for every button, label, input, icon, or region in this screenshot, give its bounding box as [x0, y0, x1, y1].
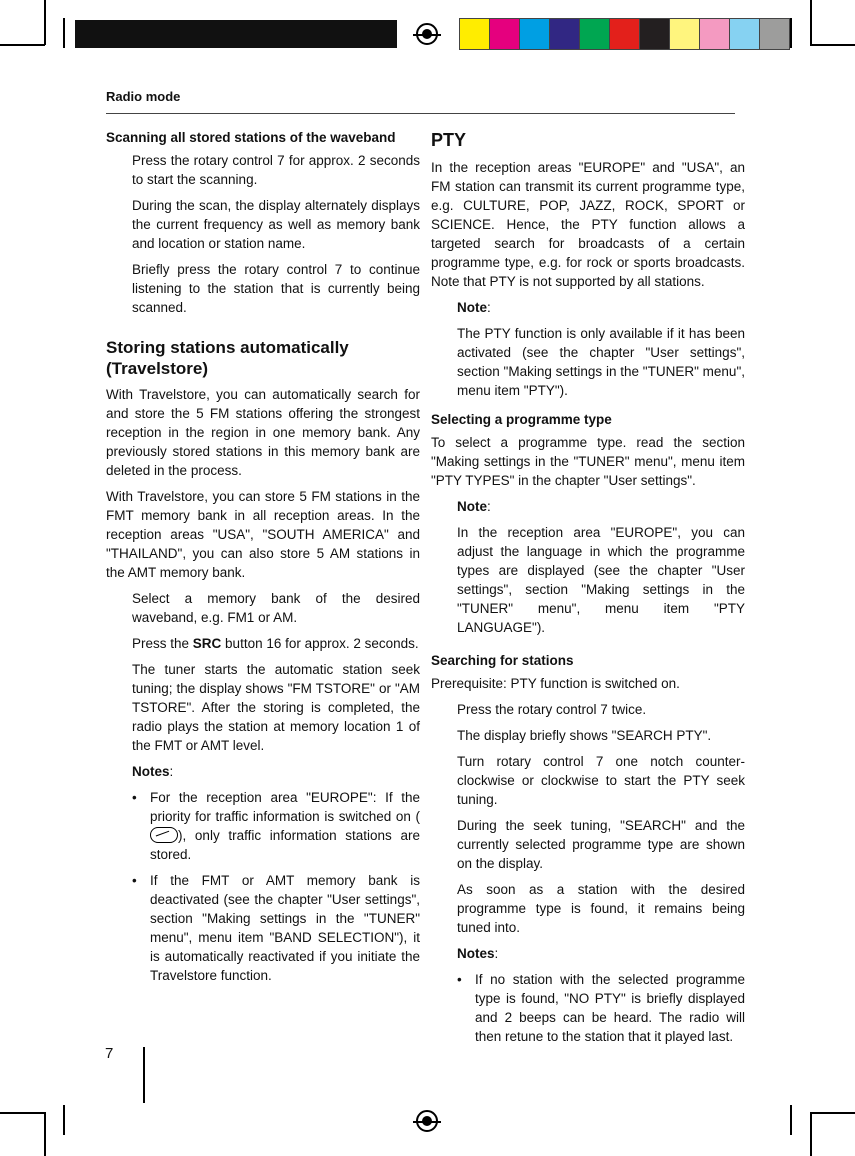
crop-mark: [44, 1112, 46, 1156]
print-bar: [75, 20, 397, 48]
paragraph: As soon as a station with the desired programme type is found, it remains being tuned into.: [457, 882, 745, 935]
color-swatch: [550, 19, 580, 49]
paragraph: In the reception areas "EUROPE" and "USA", an FM station can transmit its current programme type, e.g. CULTURE, POP, JAZZ, ROCK, SPORT or SCIENCE. Hence, the PTY function allows a targeted search for broadcasts of a certain programme type, e.g. for rock or sports broadcasts. Note that PTY is not supported by all stations.: [431, 160, 745, 289]
note-label: Note: [457, 499, 487, 514]
registration-mark-icon: [416, 1110, 438, 1132]
color-swatch: [580, 19, 610, 49]
crop-mark: [0, 44, 45, 46]
crop-mark: [810, 0, 812, 45]
color-swatch: [460, 19, 490, 49]
text: button 16 for approx. 2 seconds.: [221, 636, 419, 651]
crop-mark: [790, 1105, 792, 1135]
paragraph: Press the rotary control 7 for approx. 2 seconds to start the scanning.: [132, 153, 420, 187]
paragraph: The tuner starts the automatic station seek tuning; the display shows "FM TSTORE" or "AM TSTORE". After the storing is completed, the radio plays the station at memory location 1 of the FMT or AMT level.: [132, 662, 420, 753]
right-column: [431, 128, 745, 1053]
notes-heading: Notes:: [457, 946, 499, 961]
crop-mark: [790, 18, 792, 48]
paragraph: Select a memory bank of the desired waveband, e.g. FM1 or AM.: [132, 591, 420, 625]
paragraph: During the scan, the display alternately displays the current frequency as well as memory bank and location or station name.: [132, 198, 420, 251]
text: Press the: [132, 636, 193, 651]
text: If the FMT or AMT memory bank is deactivated (see the chapter "User settings", section "Making settings in the "TUNER" menu", menu item "BAND SELECTION"), it is automatically reactivated if you initiate the Travelstore function.: [150, 873, 420, 983]
crop-mark: [810, 1112, 855, 1114]
color-swatch: [700, 19, 730, 49]
color-swatch: [670, 19, 700, 49]
paragraph: Press the rotary control 7 twice.: [457, 702, 647, 717]
crop-mark: [810, 44, 855, 46]
paragraph: Prerequisite: PTY function is switched on.: [431, 676, 680, 691]
text: ), only traffic information stations are stored.: [150, 828, 420, 862]
paragraph: In the reception area "EUROPE", you can adjust the language in which the programme types are displayed (see the chapter "User settings", section "Making settings in the "TUNER" menu", menu item "PTY LANGUAGE").: [457, 525, 745, 635]
paragraph: With Travelstore, you can automatically search for and store the 5 FM stations offering the strongest reception in the region in one memory bank. Any previously stored stations in this memory bank are deleted in the process.: [106, 387, 420, 478]
page-header: Radio mode: [106, 89, 181, 104]
notes-label: Notes: [457, 946, 495, 961]
paragraph: To select a programme type. read the section "Making settings in the "TUNER" menu", menu item "PTY TYPES" in the chapter "User settings".: [431, 435, 745, 488]
list-item: [132, 871, 420, 985]
color-swatch: [490, 19, 520, 49]
bullet: •: [132, 873, 137, 888]
left-column: [106, 128, 420, 992]
paragraph: During the seek tuning, "SEARCH" and the currently selected programme type are shown on the display.: [457, 818, 745, 871]
note-label: Note: [457, 300, 487, 315]
crop-mark: [810, 1112, 812, 1156]
color-swatch: [610, 19, 640, 49]
text: For the reception area "EUROPE": If the priority for traffic information is switched on (: [150, 790, 420, 824]
crop-mark: [63, 18, 65, 48]
color-swatch: [520, 19, 550, 49]
notes-label: Notes: [132, 764, 170, 779]
color-swatch: [760, 19, 789, 49]
list-item: [457, 970, 745, 1046]
src-key-label: SRC: [192, 636, 222, 651]
paragraph: [132, 634, 420, 653]
section-heading: Selecting a programme type: [431, 412, 612, 427]
color-swatch: [640, 19, 670, 49]
notes-heading: Notes:: [132, 764, 174, 779]
note-heading: Note:: [457, 499, 491, 514]
section-title: Storing stations automatically (Travelstore): [106, 338, 349, 378]
crop-mark: [0, 1112, 45, 1114]
header-rule: [106, 113, 735, 114]
bullet: •: [457, 972, 462, 987]
color-swatches: [459, 18, 790, 50]
paragraph: The PTY function is only available if it has been activated (see the chapter "User settings", section "Making settings in the "TUNER" menu", menu item "PTY").: [457, 326, 745, 398]
section-heading: Scanning all stored stations of the waveband: [106, 130, 396, 145]
paragraph: With Travelstore, you can store 5 FM stations in the FMT memory bank in all reception areas. In the reception areas "USA", "SOUTH AMERICA" and "THAILAND", you can also store 5 AM stations in the AMT memory bank.: [106, 489, 420, 580]
section-heading: Searching for stations: [431, 653, 574, 668]
crop-mark: [63, 1105, 65, 1135]
traffic-radio-icon: [150, 827, 178, 843]
crop-mark: [44, 0, 46, 45]
paragraph: The display briefly shows "SEARCH PTY".: [457, 728, 712, 743]
footer-rule: [143, 1047, 145, 1103]
section-title: PTY: [431, 130, 467, 150]
note-heading: Note:: [457, 300, 491, 315]
list-item: [132, 788, 420, 864]
text: If no station with the selected programme type is found, "NO PTY" is briefly displayed and 2 beeps can be heard. The radio will then retune to the station that it played last.: [475, 972, 745, 1044]
bullet: •: [132, 790, 137, 805]
color-swatch: [730, 19, 760, 49]
page-number: 7: [105, 1045, 114, 1062]
paragraph: Briefly press the rotary control 7 to continue listening to the station that is currently being scanned.: [132, 262, 420, 315]
registration-mark-icon: [416, 23, 438, 45]
paragraph: Turn rotary control 7 one notch counter-clockwise or clockwise to start the PTY seek tuning.: [457, 754, 745, 807]
